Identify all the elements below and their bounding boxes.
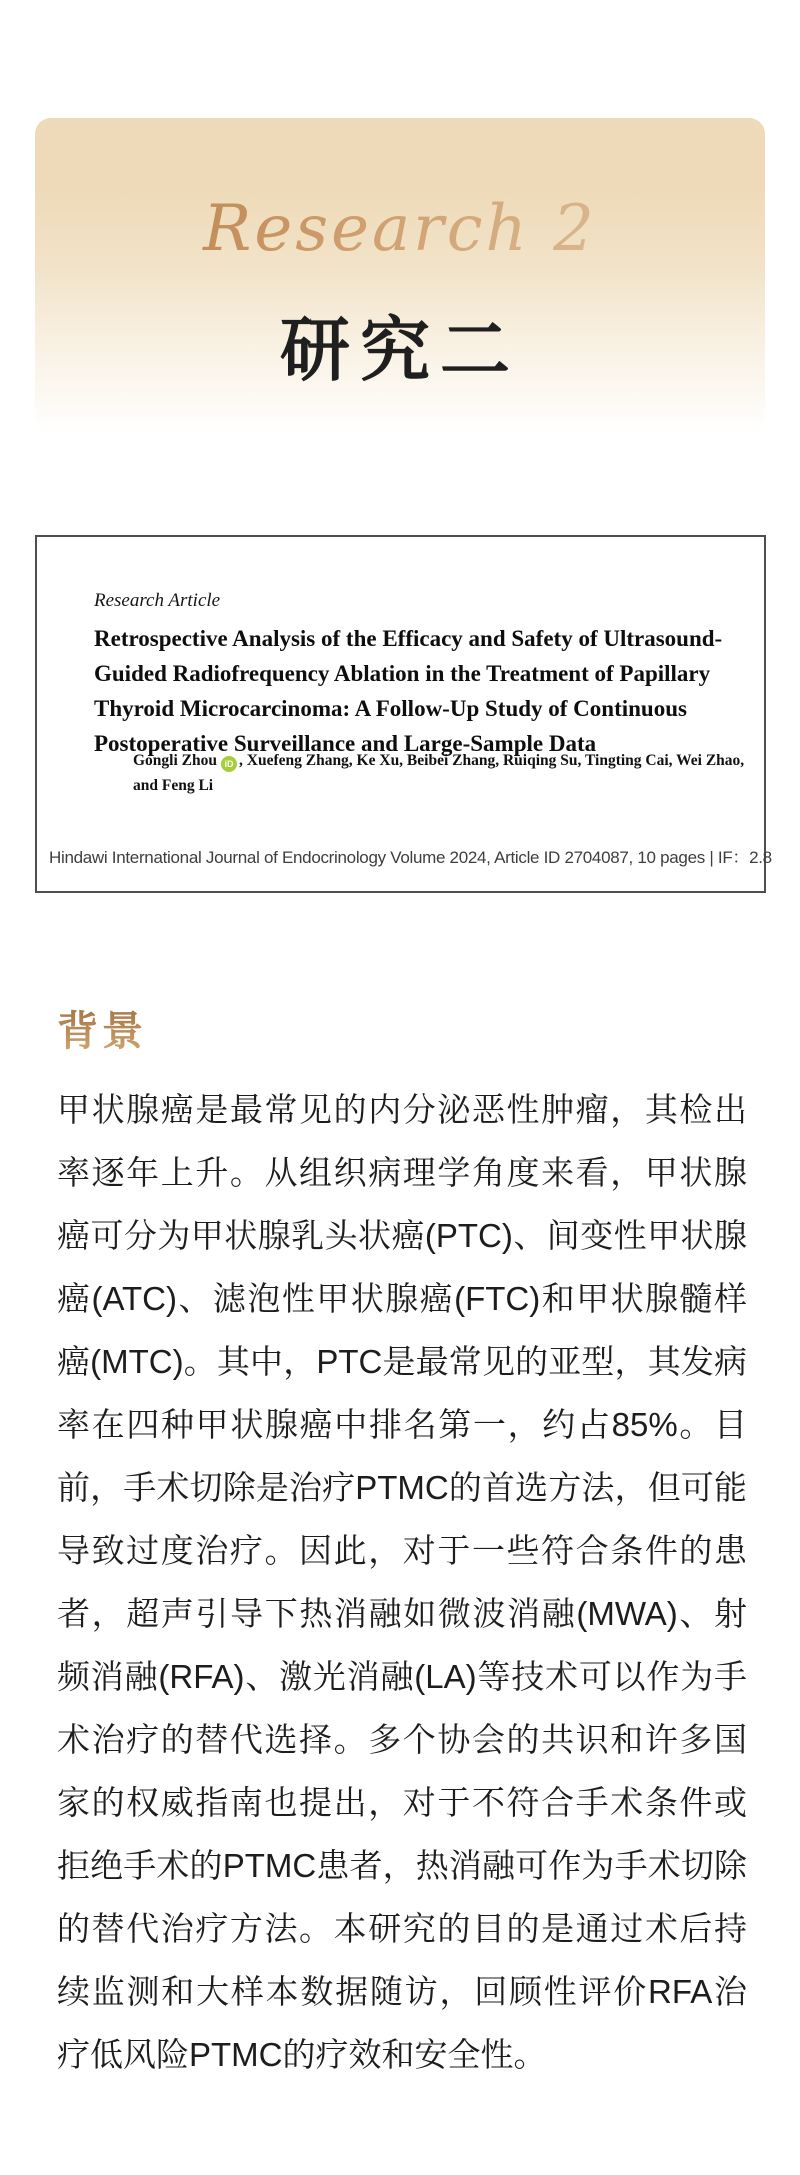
article-authors	[133, 748, 765, 798]
journal-meta-line: Hindawi International Journal of Endocrinology Volume 2024, Article ID 2704087, 10 pages | IF：2.8	[49, 848, 772, 867]
author-first: Gongli Zhou	[133, 752, 217, 769]
header-banner	[35, 118, 765, 434]
header-chinese-title: 研究二	[280, 308, 520, 391]
article-title: Retrospective Analysis of the Efficacy and Safety of Ultrasound-Guided Radiofrequency Ablation in the Treatment of Papillary Thyroid Microcarcinoma: A Follow-Up Study of Continuous Postoperative Surveillance and Large-Sample Data	[94, 626, 723, 756]
background-paragraph: 甲状腺癌是最常见的内分泌恶性肿瘤，其检出率逐年上升。从组织病理学角度来看，甲状腺癌可分为甲状腺乳头状癌(PTC)、间变性甲状腺癌(ATC)、滤泡性甲状腺癌(FTC)和甲状腺髓样癌(MTC)。其中，PTC是最常见的亚型，其发病率在四种甲状腺癌中排名第一，约占85%。目前，手术切除是治疗PTMC的首选方法，但可能导致过度治疗。因此，对于一些符合条件的患者，超声引导下热消融如微波消融(MWA)、射频消融(RFA)、激光消融(LA)等技术可以作为手术治疗的替代选择。多个协会的共识和许多国家的权威指南也提出，对于不符合手术条件或拒绝手术的PTMC患者，热消融可作为手术切除的替代治疗方法。本研究的目的是通过术后持续监测和大样本数据随访，回顾性评价RFA治疗低风险PTMC的疗效和安全性。	[57, 1091, 747, 2073]
authors-rest: , Xuefeng Zhang, Ke Xu, Beibei Zhang, Ruiqing Su, Tingting Cai, Wei Zhao, and Feng Li	[133, 752, 745, 794]
article-citation-card	[35, 535, 772, 893]
orcid-icon: iD	[221, 756, 237, 772]
article-type-label: Research Article	[94, 590, 221, 611]
header-script-title: Research 2	[35, 192, 765, 266]
section-heading-background: 背景	[57, 998, 147, 1057]
